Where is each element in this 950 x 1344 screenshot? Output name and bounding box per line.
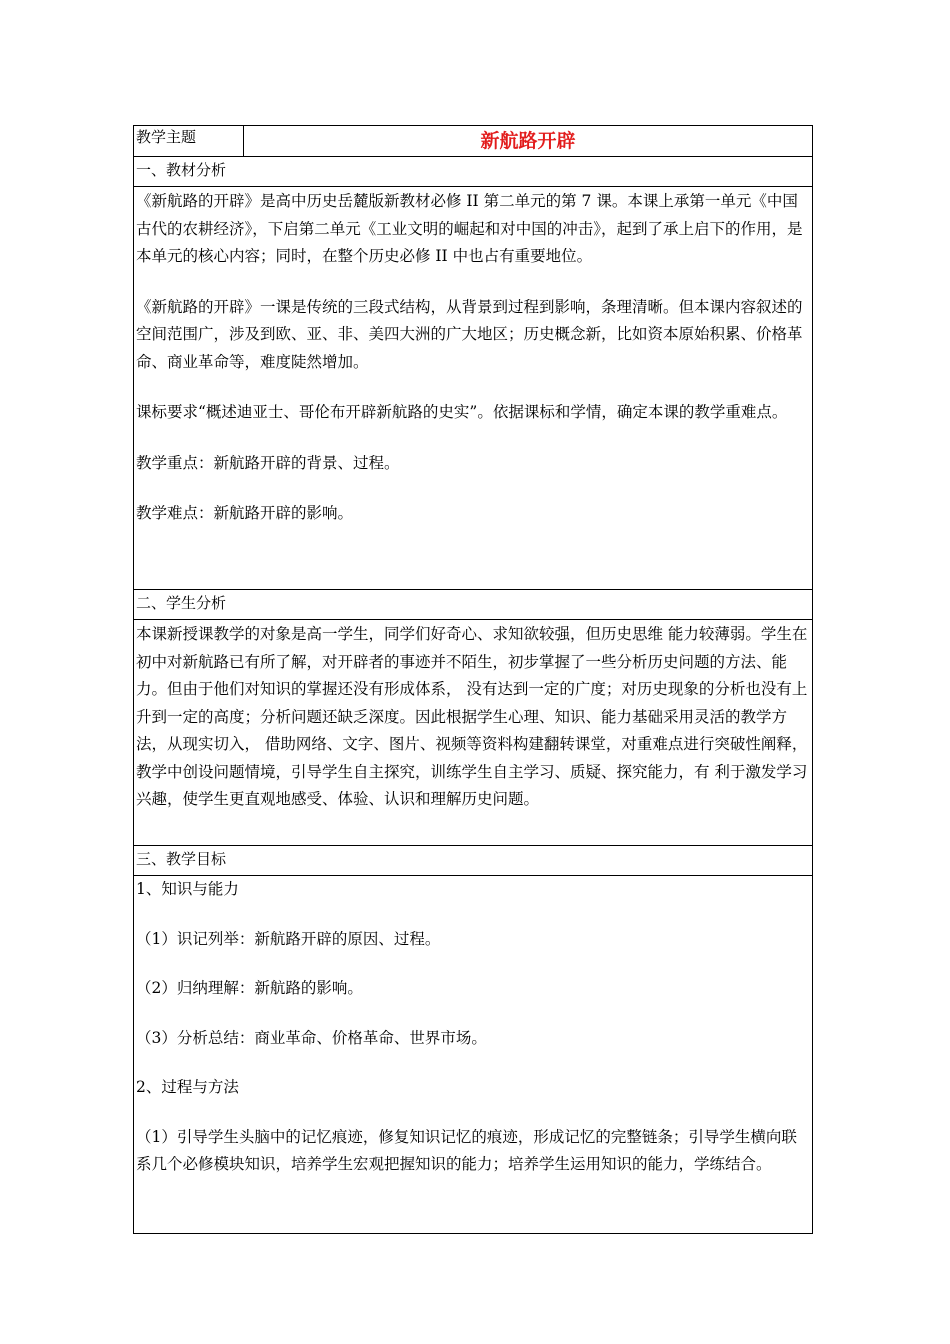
paragraph: 《新航路的开辟》一课是传统的三段式结构，从背景到过程到影响，条理清晰。但本课内容叙述的空间范围广，涉及到欧、亚、非、美四大洲的广大地区；历史概念新，比如资本原始积累、价格革命、商业革命等，难度陡然增加。 [136,297,803,371]
paragraph: 教学难点：新航路开辟的影响。 [136,504,354,522]
list-item: （1）识记列举：新航路开辟的原因、过程。 [136,929,441,948]
topic-title: 新航路开辟 [480,130,576,152]
section-body-student-analysis [134,620,812,846]
section-heading-teaching-goals: 三、教学目标 [134,846,812,876]
section-body-textbook-analysis [134,187,812,590]
topic-label: 教学主题 [134,126,244,156]
lesson-plan-table [133,125,813,1234]
section-heading-textbook-analysis: 一、教材分析 [134,157,812,187]
paragraph: 教学重点：新航路开辟的背景、过程。 [136,453,400,472]
paragraph: 课标要求“概述迪亚士、哥伦布开辟新航路的史实”。依据课标和学情，确定本课的教学重难点。 [136,403,788,421]
paragraph: 本课新授课教学的对象是高一学生，同学们好奇心、求知欲较强，但历史思维 能力较薄弱。学生在初中对新航路已有所了解，对开辟者的事迹并不陌生，初步掌握了一些分析历史问题的方法、能力。但由于他们对知识的掌握还没有形成体系， 没有达到一定的广度；对历史现象的分析也没有上升到一定的高度；分析问题还缺乏深度。因此根据学生心理、知识、能力基础采用灵活的教学方法，从现实切入， 借助网络、文字、图片、视频等资料构建翻转课堂，对重难点进行突破性阐释，教学中创设问题情境，引导学生自主探究，训练学生自主学习、质疑、探究能力，有 利于激发学习兴趣，使学生更直观地感受、体验、认识和理解历史问题。 [136,625,808,808]
subsection-heading: 1、知识与能力 [136,880,239,898]
list-item: （3）分析总结：商业革命、价格革命、世界市场。 [136,1028,487,1047]
topic-row [134,126,812,157]
paragraph: 《新航路的开辟》是高中历史岳麓版新教材必修 II 第二单元的第 7 课。本课上承第一单元《中国古代的农耕经济》，下启第二单元《工业文明的崛起和对中国的冲击》，起到了承上启下的作用，是本单元的核心内容；同时，在整个历史必修 II 中也占有重要地位。 [136,192,803,265]
section-body-teaching-goals [134,876,812,1233]
section-heading-student-analysis: 二、学生分析 [134,590,812,620]
list-item: （1）引导学生头脑中的记忆痕迹，修复知识记忆的痕迹，形成记忆的完整链条；引导学生横向联系几个必修模块知识，培养学生宏观把握知识的能力；培养学生运用知识的能力，学练结合。 [136,1127,797,1173]
list-item: （2）归纳理解：新航路的影响。 [136,979,363,997]
subsection-heading: 2、过程与方法 [136,1078,239,1096]
